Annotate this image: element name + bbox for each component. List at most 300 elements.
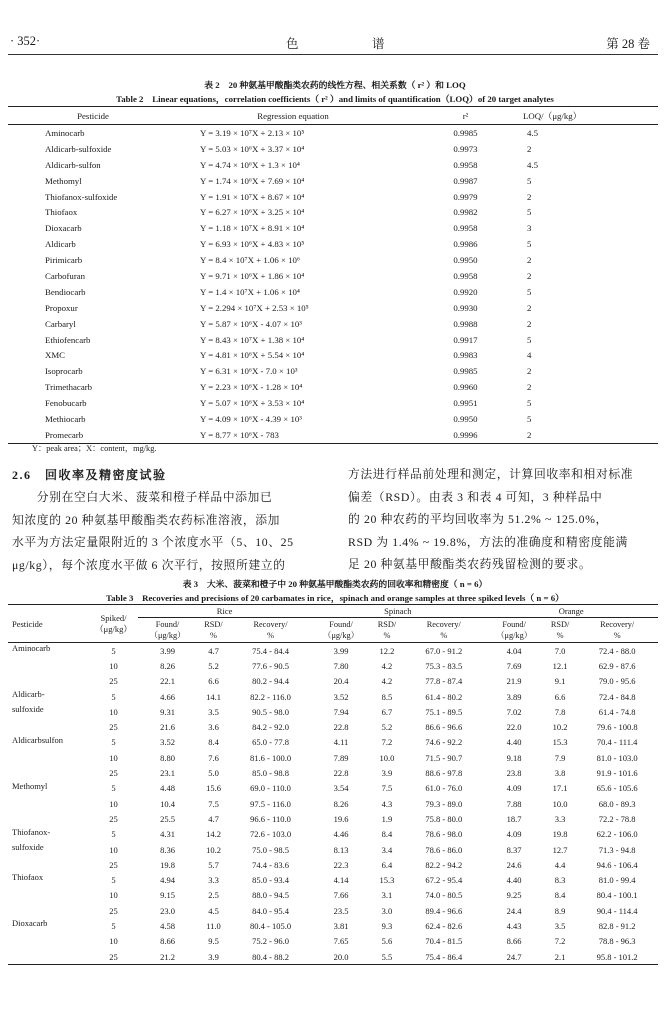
t3-cell: 22.1 — [160, 676, 175, 687]
t3-cell: 85.0 - 98.8 — [252, 768, 289, 779]
t3-sub-found-line2: （μg/kg） — [323, 631, 359, 640]
t3-cell: 9.3 — [381, 920, 393, 931]
t3-cell-pesticide — [8, 934, 89, 949]
t3-cell: 94.6 - 106.4 — [596, 859, 638, 870]
t2-cell-equation: Y = 1.74 × 10⁶X + 7.69 × 10⁴ — [200, 175, 305, 186]
t3-cell: 91.9 - 101.6 — [596, 768, 638, 779]
t3-sub-rsd-line2: % — [556, 631, 564, 640]
t2-cell-loq: 2 — [527, 382, 532, 393]
table2 — [8, 106, 658, 444]
t3-cell-pesticide — [8, 658, 89, 673]
t3-cell-pesticide — [8, 750, 89, 765]
t2-col-pesticide: Pesticide — [8, 107, 178, 125]
paragraph-line: 分别在空白大米、菠菜和橙子样品中添加已 — [12, 490, 273, 504]
t3-cell: 61.4 - 80.2 — [425, 691, 463, 702]
t3-cell: 4.31 — [160, 829, 175, 840]
t3-cell: 5 — [111, 737, 116, 748]
t3-cell: 88.0 - 94.5 — [252, 890, 289, 901]
paragraph-line: 知浓度的 20 种氨基甲酸酯类农药标准溶液，添加 — [12, 512, 281, 527]
table3-body — [8, 643, 658, 965]
t2-cell-loq: 2 — [527, 143, 532, 154]
t3-cell: 7.8 — [554, 706, 566, 717]
t3-spiked-line2: （μg/kg） — [95, 623, 132, 634]
t3-cell: 12.7 — [552, 844, 568, 855]
t3-sub-rsd — [371, 618, 403, 643]
table-row — [8, 268, 658, 284]
t3-cell: 5 — [111, 691, 116, 702]
t2-cell-pesticide: Aldicarb-sulfoxide — [45, 143, 112, 154]
paragraph-right — [348, 463, 658, 576]
t3-cell: 3.0 — [381, 905, 393, 916]
t3-header-row-1 — [8, 605, 658, 618]
t3-cell: 7.65 — [333, 936, 349, 947]
table-row — [8, 411, 658, 427]
t2-cell-pesticide: Dioxacarb — [45, 223, 82, 234]
t3-cell: 4.14 — [333, 875, 349, 886]
paragraph-line: 水平为方法定量限附近的 3 个浓度水平（5、10、25 — [12, 535, 294, 549]
t2-cell-pesticide: XMC — [45, 350, 66, 361]
t3-cell: 65.6 - 105.6 — [596, 783, 638, 794]
t3-cell: 70.4 - 111.4 — [596, 737, 638, 748]
t3-cell-pesticide — [8, 796, 89, 811]
t2-cell-r2: 0.9985 — [453, 366, 478, 377]
t2-cell-loq: 5 — [527, 398, 532, 409]
t3-cell: 62.2 - 106.0 — [596, 829, 638, 840]
t3-cell: 15.3 — [379, 875, 395, 886]
journal-title-2: 谱 — [372, 37, 385, 51]
t2-cell-loq: 3 — [527, 223, 532, 234]
t3-cell: 3.1 — [381, 890, 393, 901]
t3-sub-found — [311, 618, 370, 643]
t3-cell-pesticide — [8, 704, 89, 719]
t2-cell-equation: Y = 5.07 × 10⁶X + 3.53 × 10⁴ — [200, 398, 305, 409]
table-row — [8, 827, 658, 842]
t2-cell-loq: 2 — [527, 302, 532, 313]
t2-cell-loq: 2 — [523, 427, 658, 443]
t2-cell-r2: 0.9987 — [453, 175, 478, 186]
t3-cell: 19.8 — [160, 859, 175, 870]
t3-cell: 3.54 — [333, 783, 349, 794]
t3-cell: 20.0 — [311, 949, 370, 965]
header-rule — [8, 54, 658, 55]
t2-cell-pesticide: Trimethacarb — [45, 382, 93, 393]
t2-cell-r2: 0.9920 — [453, 286, 478, 297]
t3-cell: 21.6 — [160, 722, 175, 733]
t3-cell: 8.4 — [381, 829, 393, 840]
t3-cell: 3.89 — [506, 691, 522, 702]
t3-cell: 10.2 — [206, 844, 221, 855]
t3-cell: 23.5 — [333, 905, 349, 916]
t3-sub-rsd-line1: RSD/ — [550, 620, 570, 629]
t3-cell-pesticide — [8, 735, 89, 750]
table-row — [8, 204, 658, 220]
t2-cell-r2: 0.9958 — [453, 270, 478, 281]
t3-cell: 62.9 - 87.6 — [598, 660, 636, 671]
t3-cell: 8.66 — [160, 936, 175, 947]
t3-cell: 3.52 — [333, 691, 349, 702]
t3-pesticide-name: Dioxacarb — [12, 918, 48, 929]
t3-cell: 10.4 — [160, 798, 175, 809]
t3-cell: 25 — [109, 813, 118, 824]
t2-cell-pesticide: Bendiocarb — [45, 286, 86, 297]
t3-cell: 7.80 — [333, 660, 349, 671]
table3-caption-cn: 表 3 大米、菠菜和橙子中 20 种氨基甲酸酯类农药的回收率和精密度（ n = 6） — [182, 579, 488, 589]
t3-sub-found-line1: Found/ — [502, 620, 526, 629]
t3-cell: 5 — [111, 829, 116, 840]
table-row — [8, 157, 658, 173]
t3-cell: 4.40 — [506, 737, 522, 748]
table2-caption-cn: 表 2 20 种氨基甲酸酯类农药的线性方程、相关系数（ r² ）和 LOQ — [204, 80, 466, 90]
t3-cell: 8.26 — [160, 660, 175, 671]
t2-cell-equation: Y = 8.77 × 10⁶X - 783 — [178, 427, 408, 443]
t2-cell-pesticide: Aldicarb-sulfon — [45, 159, 101, 170]
t3-cell: 62.4 - 82.6 — [425, 920, 463, 931]
t2-cell-loq: 2 — [527, 366, 532, 377]
t3-cell: 6.6 — [554, 691, 566, 702]
t2-cell-pesticide: Isoprocarb — [45, 366, 83, 377]
table2-header-row — [8, 107, 658, 125]
t3-sub-found-line2: （μg/kg） — [496, 631, 533, 640]
t3-cell: 5.5 — [371, 949, 403, 965]
t3-pesticide-name: sulfoxide — [12, 704, 44, 715]
t2-cell-pesticide: Aminocarb — [45, 127, 85, 138]
t2-cell-pesticide: Carbofuran — [45, 270, 86, 281]
t3-cell: 9.31 — [160, 706, 175, 717]
page-number: · 352· — [10, 34, 41, 48]
t2-cell-equation: Y = 2.23 × 10⁶X - 1.28 × 10⁴ — [200, 382, 303, 393]
t3-cell: 90.4 - 114.4 — [596, 905, 638, 916]
t3-cell: 9.18 — [506, 752, 522, 763]
table-row — [8, 674, 658, 689]
t2-cell-loq: 5 — [527, 239, 532, 250]
t2-cell-pesticide: Methiocarb — [45, 413, 86, 424]
t3-cell: 15.3 — [552, 737, 568, 748]
t2-cell-equation: Y = 3.19 × 10⁷X + 2.13 × 10⁵ — [200, 127, 305, 138]
t3-cell: 7.0 — [554, 645, 566, 656]
t3-cell: 3.81 — [333, 920, 349, 931]
t3-sub-found — [138, 618, 197, 643]
t3-cell: 6.7 — [381, 706, 393, 717]
t2-cell-pesticide: Aldicarb — [45, 239, 76, 250]
table-row — [8, 857, 658, 872]
t2-cell-pesticide: Methomyl — [45, 175, 82, 186]
section-heading: 2.6 回收率及精密度试验 — [12, 468, 167, 482]
t3-cell: 7.69 — [506, 660, 522, 671]
paragraph-line: 方法进行样品前处理和测定，计算回收率和相对标准 — [348, 467, 634, 481]
t3-cell: 3.99 — [333, 645, 349, 656]
volume-label: 第 28 卷 — [606, 37, 650, 51]
t2-cell-r2: 0.9950 — [453, 255, 478, 266]
t3-cell: 4.09 — [506, 829, 522, 840]
t2-cell-pesticide: Fenobucarb — [45, 398, 87, 409]
t3-cell: 25 — [109, 676, 118, 687]
t3-cell: 19.8 — [552, 829, 568, 840]
t3-cell: 10 — [109, 890, 118, 901]
t2-cell-r2: 0.9958 — [453, 223, 478, 234]
t3-sub-found-line2: （μg/kg） — [149, 631, 186, 640]
t3-cell-pesticide — [8, 811, 89, 826]
t3-cell: 3.5 — [554, 920, 566, 931]
table-row — [8, 903, 658, 918]
journal-title-1: 色 — [286, 37, 299, 51]
t3-sub-rsd-line1: RSD/ — [377, 620, 397, 629]
table-row — [8, 765, 658, 780]
table-row — [8, 316, 658, 332]
t3-cell: 3.4 — [381, 844, 393, 855]
t3-sub-found-line1: Found/ — [329, 620, 353, 629]
t3-cell: 77.8 - 87.4 — [425, 676, 463, 687]
t3-cell: 88.6 - 97.8 — [425, 768, 463, 779]
t3-cell: 3.3 — [208, 875, 219, 886]
t2-cell-loq: 2 — [527, 191, 532, 202]
t3-cell: 4.46 — [333, 829, 349, 840]
t3-cell: 96.6 - 110.0 — [250, 813, 291, 824]
t3-cell: 20.4 — [333, 676, 349, 687]
t3-cell: 10 — [109, 844, 118, 855]
t3-cell-pesticide — [8, 765, 89, 780]
t2-cell-loq: 4.5 — [527, 127, 538, 138]
t3-cell: 4.40 — [506, 875, 522, 886]
t2-cell-equation: Y = 6.31 × 10⁶X - 7.0 × 10³ — [200, 366, 298, 377]
table-row — [8, 750, 658, 765]
t3-cell: 8.3 — [554, 875, 566, 886]
t2-cell-r2: 0.9950 — [453, 413, 478, 424]
t3-col-pesticide: Pesticide — [8, 605, 89, 643]
table-row — [8, 173, 658, 189]
t3-cell: 25 — [109, 768, 118, 779]
t3-cell: 85.0 - 93.4 — [252, 875, 289, 886]
t3-cell: 3.99 — [160, 645, 175, 656]
t3-cell: 5 — [111, 875, 116, 886]
t3-cell: 10 — [109, 752, 118, 763]
t2-cell-loq: 4 — [527, 350, 532, 361]
t3-cell: 10 — [109, 706, 118, 717]
t2-cell-equation: Y = 5.03 × 10⁶X + 3.37 × 10⁴ — [200, 143, 305, 154]
t2-cell-r2: 0.9979 — [453, 191, 478, 202]
t3-cell-pesticide — [8, 781, 89, 796]
t3-cell-pesticide — [8, 827, 89, 842]
t2-cell-equation: Y = 4.74 × 10⁶X + 1.3 × 10⁴ — [200, 159, 300, 170]
t2-cell-equation: Y = 1.4 × 10⁷X + 1.06 × 10⁴ — [200, 286, 300, 297]
table3 — [8, 604, 658, 965]
t2-cell-r2: 0.9960 — [453, 382, 478, 393]
t3-cell: 4.11 — [333, 737, 349, 748]
t3-cell: 78.6 - 86.0 — [425, 844, 463, 855]
t3-cell: 75.3 - 83.5 — [425, 660, 463, 671]
t3-sub-rec-line2: % — [440, 631, 448, 640]
t3-cell: 22.0 — [506, 722, 522, 733]
t3-cell: 23.1 — [160, 768, 175, 779]
t3-cell: 8.5 — [381, 691, 393, 702]
t3-cell-pesticide — [8, 689, 89, 704]
t3-cell: 3.52 — [160, 737, 175, 748]
t3-cell: 95.8 - 101.2 — [576, 949, 658, 965]
paragraph-line: 的 20 种农药的平均回收率为 51.2% ~ 125.0%， — [348, 512, 608, 526]
t3-cell: 12.1 — [552, 660, 568, 671]
t2-cell-r2: 0.9986 — [453, 239, 478, 250]
t3-cell: 24.4 — [506, 905, 522, 916]
t3-cell: 67.2 - 95.4 — [425, 875, 463, 886]
t3-cell-pesticide — [8, 872, 89, 887]
t2-cell-r2: 0.9996 — [408, 427, 523, 443]
table-row — [8, 252, 658, 268]
table-row — [8, 427, 658, 443]
t2-cell-r2: 0.9985 — [453, 127, 478, 138]
t3-cell: 8.4 — [554, 890, 566, 901]
table-row — [8, 934, 658, 949]
t3-cell: 21.9 — [506, 676, 522, 687]
t2-cell-loq: 4.5 — [527, 159, 538, 170]
t3-sub-rec — [576, 618, 658, 643]
t3-cell: 25 — [89, 949, 138, 965]
t3-cell: 78.6 - 98.0 — [425, 829, 463, 840]
t3-cell: 81.0 - 99.4 — [598, 875, 636, 886]
t3-cell: 75.8 - 80.0 — [425, 813, 463, 824]
t3-cell: 10 — [109, 798, 118, 809]
t3-cell: 14.2 — [206, 829, 221, 840]
t3-cell-pesticide — [8, 857, 89, 872]
t3-cell: 22.3 — [333, 859, 349, 870]
t3-cell: 9.1 — [554, 676, 566, 687]
t3-cell: 4.2 — [381, 676, 393, 687]
paragraph-line: μg/kg），每个浓度水平做 6 次平行，按照所建立的 — [12, 557, 286, 572]
t3-group-spinach: Spinach — [311, 605, 484, 618]
t3-cell: 22.8 — [333, 722, 349, 733]
t2-cell-equation: Y = 6.93 × 10⁶X + 4.83 × 10⁵ — [200, 239, 305, 250]
t2-cell-loq: 2 — [527, 318, 532, 329]
t2-cell-pesticide: Thiofanox-sulfoxide — [45, 191, 118, 202]
t3-cell: 5.2 — [208, 660, 219, 671]
t3-cell: 79.6 - 100.8 — [596, 722, 638, 733]
table2-body — [8, 125, 658, 444]
t3-cell: 74.4 - 83.6 — [252, 859, 289, 870]
t2-cell-r2: 0.9982 — [453, 207, 478, 218]
t3-cell-pesticide — [8, 643, 89, 659]
table-row — [8, 918, 658, 933]
t3-sub-rec-line1: Recovery/ — [253, 620, 288, 629]
table-row — [8, 284, 658, 300]
t3-cell: 12.2 — [379, 645, 395, 656]
t2-cell-r2: 0.9951 — [453, 398, 478, 409]
t3-cell: 5 — [111, 783, 116, 794]
paragraph-left — [12, 486, 330, 576]
t3-cell: 7.9 — [554, 752, 566, 763]
t3-cell: 4.04 — [506, 645, 522, 656]
t2-cell-equation: Y = 1.91 × 10⁷X + 8.67 × 10⁴ — [200, 191, 305, 202]
table-row — [8, 236, 658, 252]
t3-sub-found — [484, 618, 543, 643]
table-row — [8, 332, 658, 348]
t2-cell-equation: Y = 8.4 × 10⁷X + 1.06 × 10⁶ — [200, 255, 300, 266]
t3-cell: 9.25 — [506, 890, 522, 901]
t3-sub-rsd-line2: % — [210, 631, 217, 640]
t3-cell: 8.80 — [160, 752, 175, 763]
t2-cell-r2: 0.9930 — [453, 302, 478, 313]
t3-cell: 2.1 — [544, 949, 576, 965]
t3-cell-pesticide — [8, 674, 89, 689]
t3-cell: 61.0 - 76.0 — [425, 783, 463, 794]
t3-cell-pesticide — [8, 949, 89, 965]
table-row — [8, 643, 658, 659]
paragraph-line: 足 20 种氨基甲酸酯类农药残留检测的要求。 — [348, 557, 592, 571]
t2-cell-r2: 0.9983 — [453, 350, 478, 361]
t2-col-loq: LOQ/（μg/kg） — [523, 107, 658, 125]
t3-cell: 8.4 — [208, 737, 219, 748]
t3-sub-rec — [230, 618, 312, 643]
t2-cell-pesticide: Thiofaox — [45, 207, 78, 218]
t3-cell: 81.6 - 100.0 — [249, 752, 292, 763]
t3-cell: 19.6 — [333, 813, 349, 824]
t3-cell: 24.7 — [484, 949, 543, 965]
t3-cell: 79.0 - 95.6 — [598, 676, 636, 687]
t2-cell-equation: Y = 4.81 × 10⁶X + 5.54 × 10⁴ — [200, 350, 305, 361]
table-row — [8, 811, 658, 826]
t3-pesticide-name: Aldicarb- — [12, 688, 45, 699]
t2-cell-pesticide: Carbaryl — [45, 318, 76, 329]
t2-cell-equation: Y = 4.09 × 10⁶X - 4.39 × 10³ — [200, 413, 302, 424]
t2-cell-pesticide: Propoxur — [45, 302, 78, 313]
t3-cell: 10.0 — [379, 752, 395, 763]
t2-cell-equation: Y = 8.43 × 10⁷X + 1.38 × 10⁴ — [200, 334, 305, 345]
t3-cell: 81.0 - 103.0 — [596, 752, 638, 763]
t3-pesticide-name: Thiofanox- — [12, 826, 51, 837]
t3-cell: 7.02 — [506, 706, 522, 717]
table-row — [8, 872, 658, 887]
t3-cell: 11.0 — [206, 920, 221, 931]
t3-cell: 5 — [111, 645, 116, 656]
t2-cell-r2: 0.9973 — [453, 143, 478, 154]
t3-cell: 75.0 - 98.5 — [252, 844, 289, 855]
t3-cell: 10.2 — [552, 722, 568, 733]
t3-pesticide-name: Methomyl — [12, 780, 48, 791]
t3-cell-pesticide — [8, 918, 89, 933]
t3-cell: 7.88 — [506, 798, 522, 809]
t2-cell-pesticide: Ethiofencarb — [45, 334, 91, 345]
t3-cell: 72.6 - 103.0 — [249, 829, 292, 840]
t3-cell: 3.8 — [554, 768, 566, 779]
t3-cell: 75.2 - 96.0 — [252, 936, 289, 947]
t2-col-r2: r² — [408, 107, 523, 125]
t3-cell: 4.5 — [208, 905, 219, 916]
t3-cell: 25 — [109, 859, 118, 870]
t3-cell: 2.5 — [208, 890, 219, 901]
t3-sub-rsd — [197, 618, 229, 643]
t3-cell: 3.6 — [208, 722, 219, 733]
t3-cell: 23.8 — [506, 768, 522, 779]
t3-group-orange: Orange — [484, 605, 658, 618]
t3-sub-rsd — [544, 618, 576, 643]
t3-group-rice: Rice — [138, 605, 311, 618]
t3-cell: 61.4 - 74.8 — [598, 706, 636, 717]
t3-cell-pesticide — [8, 719, 89, 734]
t3-cell: 80.4 - 88.2 — [230, 949, 312, 965]
t3-cell: 8.13 — [333, 844, 349, 855]
t2-cell-pesticide: Promecarb — [8, 427, 178, 443]
t3-cell: 69.0 - 110.0 — [250, 783, 291, 794]
t3-cell: 7.5 — [381, 783, 393, 794]
t3-sub-rec-line2: % — [267, 631, 274, 640]
table-row — [8, 141, 658, 157]
t3-cell: 80.2 - 94.4 — [252, 676, 289, 687]
t3-cell: 3.3 — [554, 813, 566, 824]
t3-cell: 70.4 - 81.5 — [425, 936, 463, 947]
t3-sub-rec-line2: % — [613, 631, 621, 640]
t3-cell: 23.0 — [160, 905, 175, 916]
t3-cell: 10.0 — [552, 798, 568, 809]
t3-cell: 67.0 - 91.2 — [425, 645, 463, 656]
t2-cell-loq: 5 — [527, 286, 532, 297]
table-row — [8, 658, 658, 673]
